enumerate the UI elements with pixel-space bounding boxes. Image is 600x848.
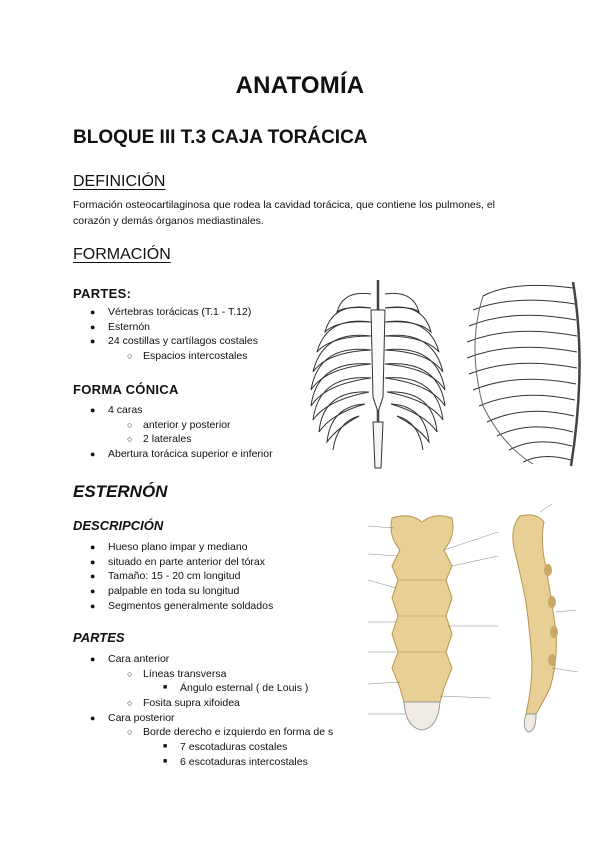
bullet-disc-icon: ● <box>90 600 96 611</box>
descripcion-heading: DESCRIPCIÓN <box>73 518 164 533</box>
bullet-square-icon: ■ <box>163 684 168 692</box>
list-item: ● Cara anterior <box>90 653 170 665</box>
esternon-partes-list <box>73 652 333 770</box>
descripcion-list <box>73 540 273 613</box>
bullet-disc-icon: ● <box>90 556 96 567</box>
list-item: ● Abertura torácica superior e inferior <box>90 448 273 461</box>
definicion-heading: DEFINICIÓN <box>73 173 166 190</box>
bullet-disc-icon: ● <box>90 712 96 723</box>
list-item: ■ 6 escotaduras intercostales <box>163 755 308 768</box>
bullet-circle-icon: ○ <box>127 419 133 430</box>
list-item: ● 4 caras <box>90 404 143 416</box>
rib-cage-anterior-illustration <box>303 272 453 470</box>
list-item: ● Vértebras torácicas (T.1 - T.12) <box>90 306 252 318</box>
bullet-circle-icon: ○ <box>127 727 133 738</box>
bullet-disc-icon: ● <box>90 542 96 552</box>
bullet-disc-icon: ● <box>90 571 96 582</box>
sternum-lateral-view <box>513 515 558 732</box>
list-item: ○ Espacios intercostales <box>127 350 248 363</box>
bullet-circle-icon: ○ <box>127 698 133 709</box>
bullet-disc-icon: ● <box>90 321 96 332</box>
bullet-disc-icon: ● <box>90 307 96 317</box>
list-item: ● Segmentos generalmente soldados <box>90 599 274 612</box>
bullet-disc-icon: ● <box>90 586 96 597</box>
forma-conica-heading: FORMA CÓNICA <box>73 382 179 397</box>
bullet-disc-icon: ● <box>90 405 96 415</box>
forma-conica-list <box>73 403 273 462</box>
sternum-anterior-view <box>391 516 453 730</box>
esternon-partes-heading: PARTES <box>73 630 125 645</box>
list-item: ● Hueso plano impar y mediano <box>90 541 248 553</box>
bullet-circle-icon: ○ <box>127 434 133 445</box>
list-item: ● palpable en toda su longitud <box>90 585 240 598</box>
partes-list <box>73 305 258 364</box>
list-item: ■ Ángulo esternal ( de Louis ) <box>163 682 309 695</box>
partes-heading: PARTES: <box>73 286 132 301</box>
list-item: ○ 2 laterales <box>127 433 192 446</box>
block-title: BLOQUE III T.3 CAJA TORÁCICA <box>73 127 368 148</box>
list-item: ● Esternón <box>90 320 151 333</box>
bullet-disc-icon: ● <box>90 654 96 664</box>
page-title: ANATOMÍA <box>235 72 365 99</box>
bullet-circle-icon: ○ <box>127 351 133 362</box>
list-item: ○ anterior y posterior <box>127 418 231 431</box>
rib-cage-lateral-illustration <box>463 276 590 468</box>
list-item: ● situado en parte anterior del tórax <box>90 555 266 568</box>
esternon-heading: ESTERNÓN <box>73 482 168 501</box>
list-item: ● 24 costillas y cartílagos costales <box>90 335 258 348</box>
definicion-line-1: Formación osteocartilaginosa que rodea la cavidad torácica, que contiene los pulmones, el <box>73 199 495 211</box>
definicion-line-2: corazón y demás órganos mediastinales. <box>73 215 264 227</box>
list-item: ● Cara posterior <box>90 711 175 724</box>
list-item: ● Tamaño: 15 - 20 cm longitud <box>90 570 241 583</box>
bullet-disc-icon: ● <box>90 336 96 347</box>
list-item: ■ 7 escotaduras costales <box>163 741 288 754</box>
bullet-square-icon: ■ <box>163 757 168 765</box>
formacion-heading: FORMACIÓN <box>73 246 171 263</box>
definicion-text <box>73 197 543 229</box>
bullet-circle-icon: ○ <box>127 668 133 679</box>
bullet-disc-icon: ● <box>90 449 96 460</box>
bullet-square-icon: ■ <box>163 743 168 751</box>
list-item: ○ Fosita supra xifoidea <box>127 697 240 710</box>
list-item: ○ Borde derecho e izquierdo en forma de s <box>127 726 334 739</box>
list-item: ○ Líneas transversa <box>127 667 227 680</box>
sternum-illustration <box>360 492 592 744</box>
